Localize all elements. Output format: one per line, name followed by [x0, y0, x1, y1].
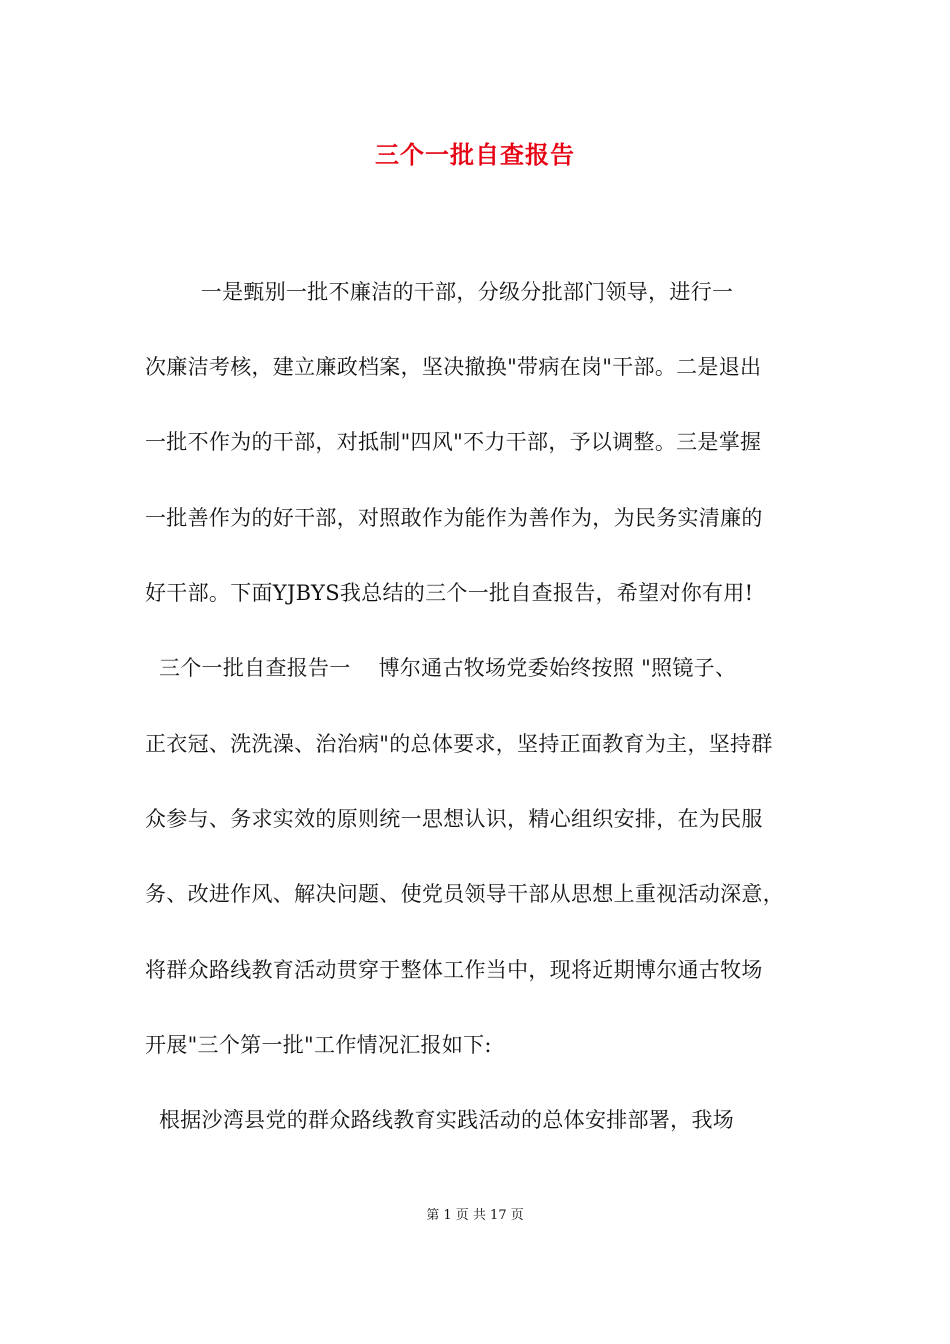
- body-line: 将群众路线教育活动贯穿于整体工作当中，现将近期博尔通古牧场: [145, 958, 763, 982]
- body-line: 好干部。下面YJBYS我总结的三个一批自查报告，希望对你有用!: [145, 581, 754, 605]
- page-number: 第 1 页 共 17 页: [426, 1208, 524, 1223]
- body-line: 次廉洁考核，建立廉政档案，坚决撤换"带病在岗"干部。二是退出: [145, 355, 762, 379]
- body-line: 一是甄别一批不廉洁的干部，分级分批部门领导，进行一: [145, 280, 734, 304]
- body-line: 正衣冠、洗洗澡、治治病"的总体要求，坚持正面教育为主，坚持群: [145, 732, 773, 756]
- document-title: 三个一批自查报告: [375, 140, 575, 169]
- body-line: 务、改进作风、解决问题、使党员领导干部从思想上重视活动深意，: [145, 882, 784, 906]
- body-line: 众参与、务求实效的原则统一思想认识，精心组织安排，在为民服: [145, 807, 763, 831]
- body-line: 一批善作为的好干部，对照敢作为能作为善作为，为民务实清廉的: [145, 506, 763, 530]
- body-line: 三个一批自查报告一 博尔通古牧场党委始终按照 "照镜子、: [145, 656, 737, 680]
- body-line: 一批不作为的干部，对抵制"四风"不力干部，予以调整。三是掌握: [145, 430, 762, 454]
- body-line: 开展"三个第一批"工作情况汇报如下:: [145, 1033, 492, 1057]
- body-line: 根据沙湾县党的群众路线教育实践活动的总体安排部署，我场: [145, 1108, 735, 1132]
